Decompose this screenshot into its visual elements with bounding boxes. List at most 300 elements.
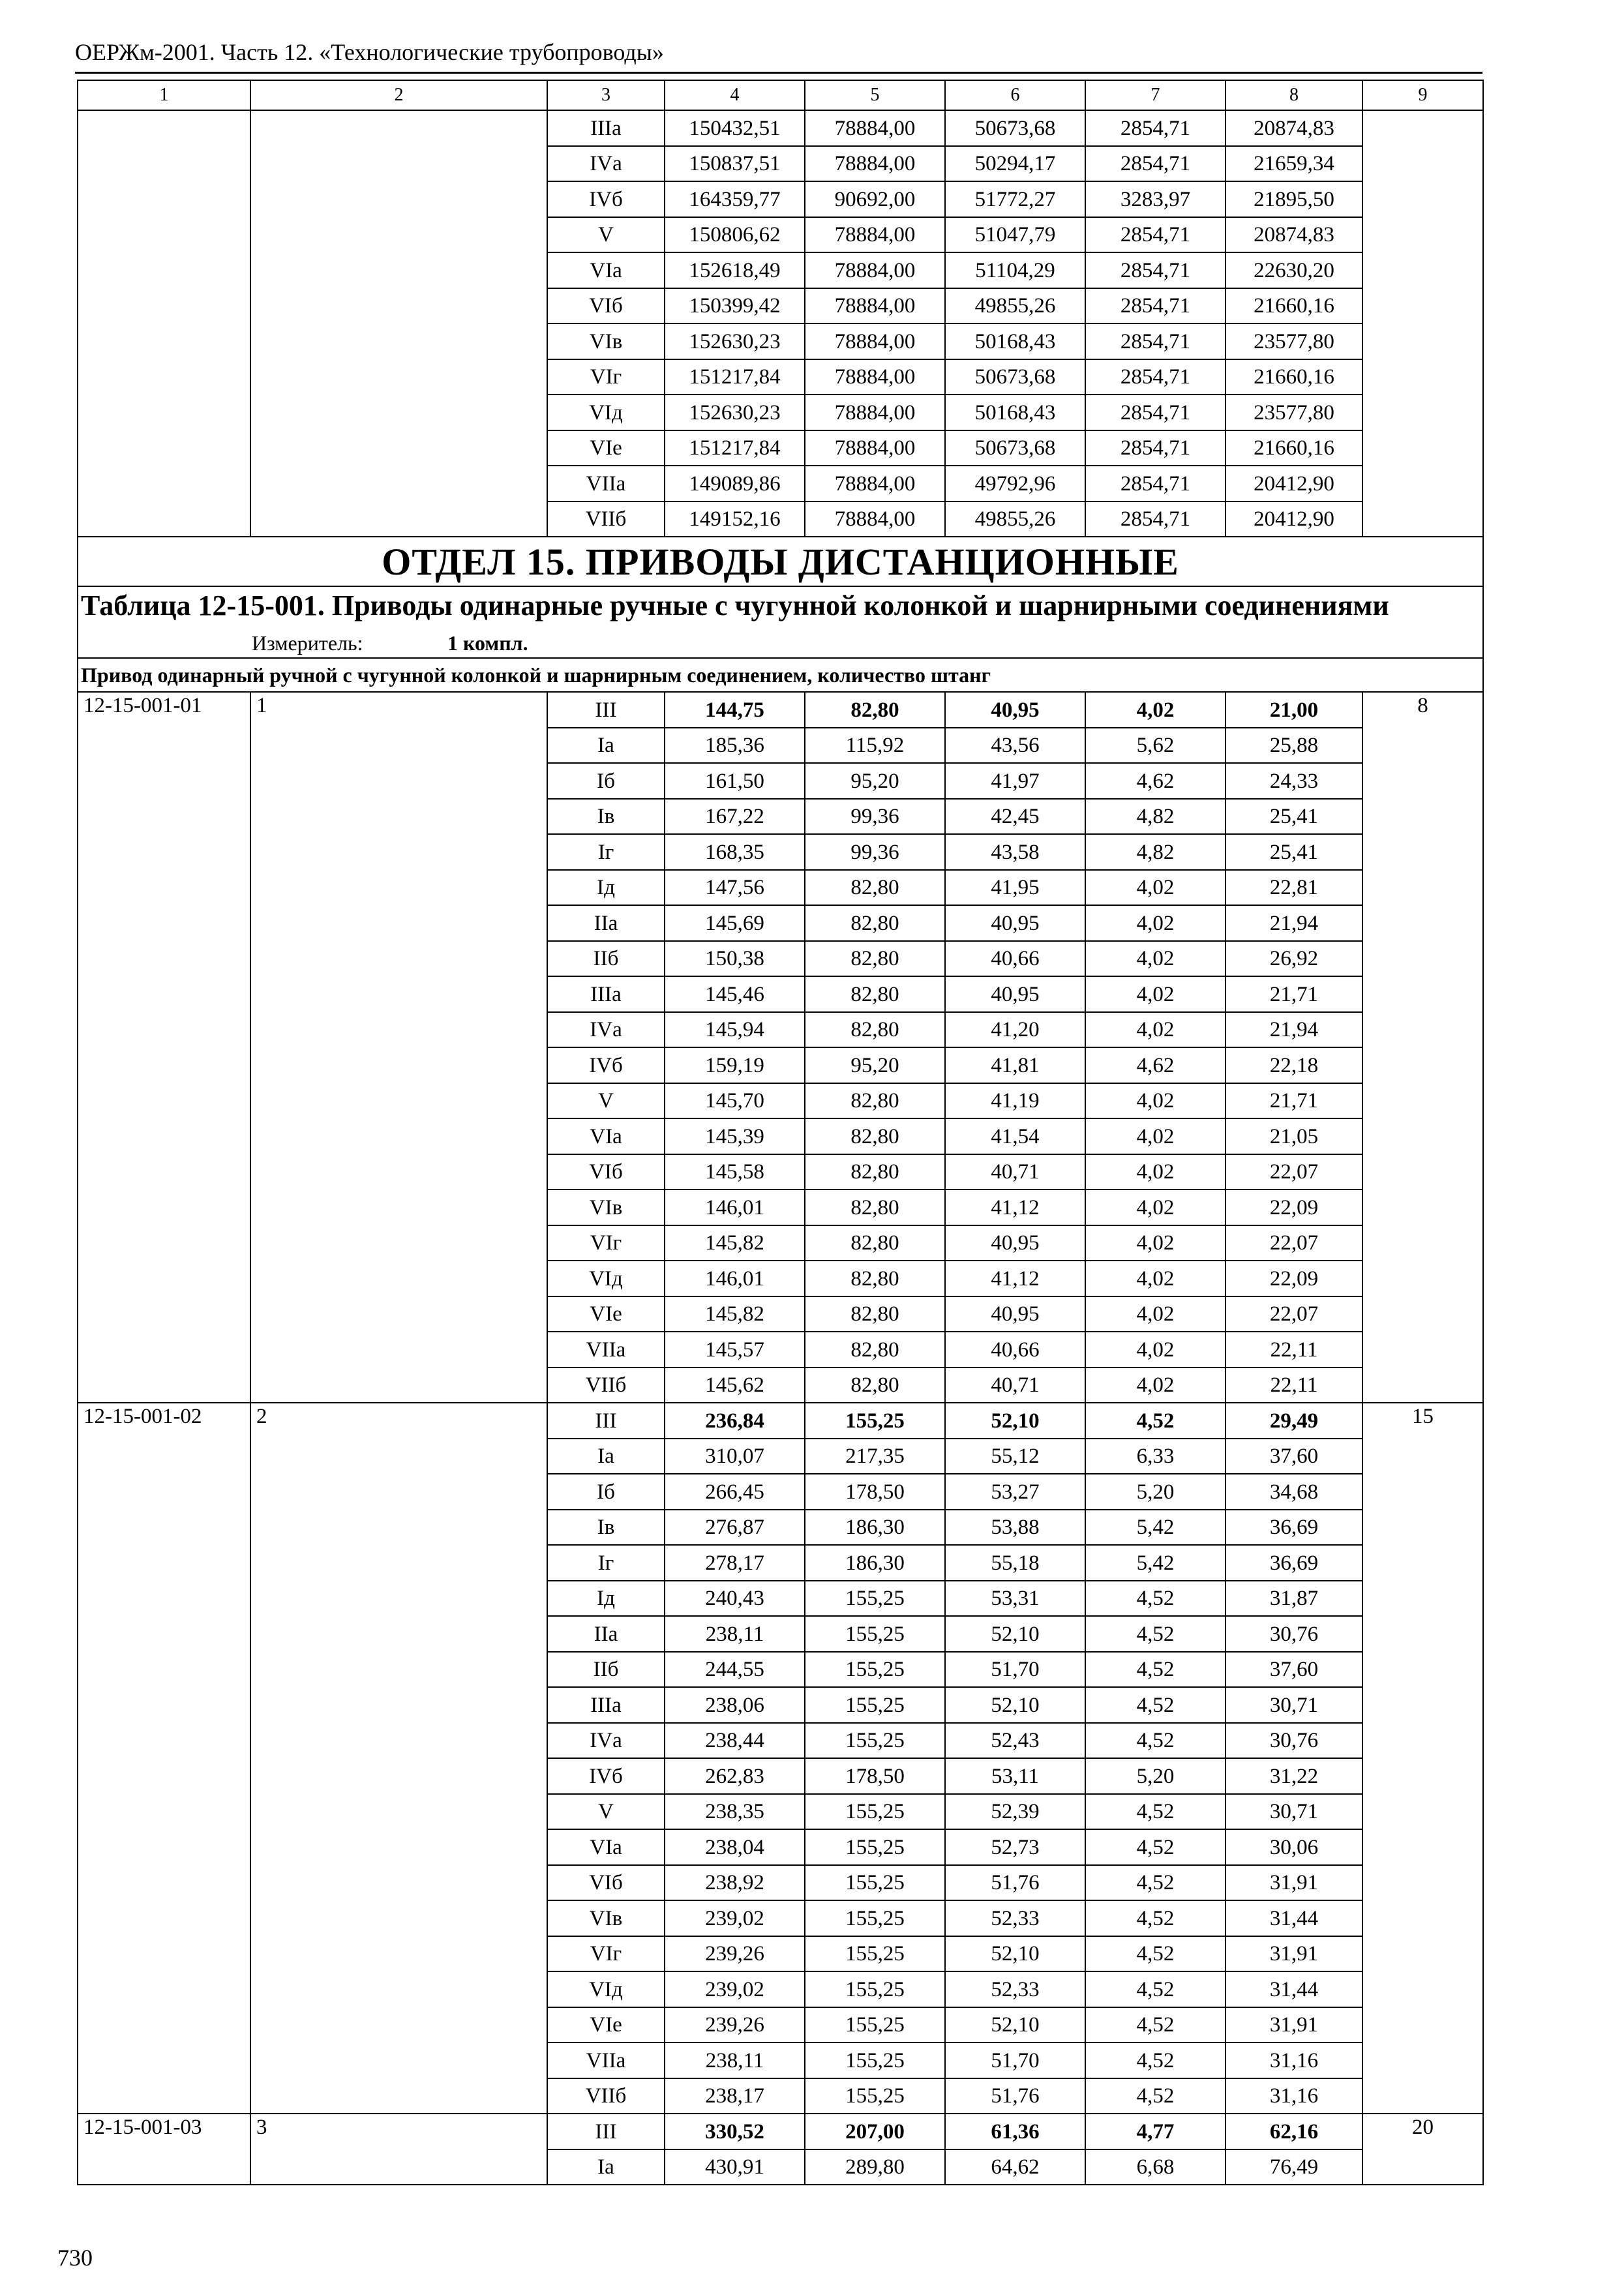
zone-cell: IVб — [547, 1047, 665, 1083]
value-cell: 82,80 — [805, 692, 945, 728]
value-cell: 31,16 — [1226, 2078, 1362, 2114]
value-cell: 4,02 — [1085, 1118, 1226, 1154]
zone-cell: IIа — [547, 1616, 665, 1652]
value-cell: 22,09 — [1226, 1189, 1362, 1225]
value-cell: 4,52 — [1085, 1581, 1226, 1617]
measure-value: 1 компл. — [447, 631, 528, 655]
zone-cell: VIб — [547, 288, 665, 324]
section-row — [78, 537, 1483, 586]
value-cell: 52,33 — [945, 1971, 1085, 2007]
value-cell: 238,06 — [665, 1687, 805, 1723]
value-cell: 20412,90 — [1226, 501, 1362, 537]
value-cell: 4,02 — [1085, 905, 1226, 941]
zone-cell: IVа — [547, 146, 665, 182]
column-number: 3 — [547, 80, 665, 110]
subheader: Привод одинарный ручной с чугунной колонкой и шарнирным соединением, количество штанг — [78, 658, 1483, 692]
value-cell: 4,52 — [1085, 1403, 1226, 1439]
value-cell: 155,25 — [805, 1616, 945, 1652]
zone-cell: IIIа — [547, 976, 665, 1012]
value-cell: 159,19 — [665, 1047, 805, 1083]
value-cell: 145,39 — [665, 1118, 805, 1154]
value-cell: 40,95 — [945, 1296, 1085, 1332]
zone-cell: VIа — [547, 252, 665, 288]
value-cell: 150432,51 — [665, 110, 805, 146]
value-cell: 82,80 — [805, 976, 945, 1012]
value-cell: 26,92 — [1226, 941, 1362, 977]
value-cell: 4,02 — [1085, 692, 1226, 728]
value-cell: 62,16 — [1226, 2114, 1362, 2149]
value-cell: 20412,90 — [1226, 466, 1362, 501]
value-cell: 207,00 — [805, 2114, 945, 2149]
value-cell: 238,11 — [665, 2042, 805, 2078]
zone-cell: IIб — [547, 1652, 665, 1688]
value-cell: 146,01 — [665, 1261, 805, 1296]
value-cell: 41,20 — [945, 1012, 1085, 1048]
value-cell: 155,25 — [805, 2042, 945, 2078]
value-cell: 430,91 — [665, 2149, 805, 2185]
value-cell: 152618,49 — [665, 252, 805, 288]
measure-label: Измеритель: — [252, 631, 363, 655]
value-cell: 21,05 — [1226, 1118, 1362, 1154]
value-cell: 155,25 — [805, 1865, 945, 1901]
value-cell: 152630,23 — [665, 395, 805, 430]
value-cell: 239,02 — [665, 1971, 805, 2007]
value-cell: 82,80 — [805, 1012, 945, 1048]
value-cell: 78884,00 — [805, 217, 945, 253]
table-title-cell — [78, 586, 1483, 658]
value-cell: 5,20 — [1085, 1758, 1226, 1794]
page-number: 730 — [57, 2245, 93, 2271]
value-cell: 52,43 — [945, 1723, 1085, 1759]
value-cell: 55,18 — [945, 1545, 1085, 1581]
value-cell: 31,22 — [1226, 1758, 1362, 1794]
value-cell: 23577,80 — [1226, 395, 1362, 430]
zone-cell: VIв — [547, 1189, 665, 1225]
value-cell: 25,41 — [1226, 834, 1362, 870]
value-cell: 145,62 — [665, 1368, 805, 1403]
value-cell: 55,12 — [945, 1439, 1085, 1474]
value-cell: 186,30 — [805, 1545, 945, 1581]
value-cell: 4,77 — [1085, 2114, 1226, 2149]
value-cell: 4,52 — [1085, 2042, 1226, 2078]
value-cell: 52,10 — [945, 2007, 1085, 2043]
column-number: 7 — [1085, 80, 1226, 110]
value-cell: 22,81 — [1226, 870, 1362, 906]
value-cell: 31,91 — [1226, 1936, 1362, 1972]
value-cell: 90692,00 — [805, 181, 945, 217]
zone-cell: Iг — [547, 834, 665, 870]
value-cell: 4,02 — [1085, 1332, 1226, 1368]
value-cell: 78884,00 — [805, 501, 945, 537]
zone-cell: VIа — [547, 1829, 665, 1865]
value-cell: 168,35 — [665, 834, 805, 870]
value-cell: 49855,26 — [945, 288, 1085, 324]
value-cell: 217,35 — [805, 1439, 945, 1474]
value-cell: 22,18 — [1226, 1047, 1362, 1083]
zone-cell: Iа — [547, 2149, 665, 2185]
zone-cell: IIIа — [547, 1687, 665, 1723]
zone-cell: VIв — [547, 323, 665, 359]
value-cell: 4,52 — [1085, 2007, 1226, 2043]
value-cell: 82,80 — [805, 1189, 945, 1225]
value-cell: 2854,71 — [1085, 501, 1226, 537]
value-cell: 150806,62 — [665, 217, 805, 253]
value-cell: 244,55 — [665, 1652, 805, 1688]
value-cell: 145,82 — [665, 1225, 805, 1261]
value-cell: 4,02 — [1085, 1083, 1226, 1119]
zone-cell: VIIб — [547, 501, 665, 537]
value-cell: 238,04 — [665, 1829, 805, 1865]
value-cell: 52,73 — [945, 1829, 1085, 1865]
value-cell: 78884,00 — [805, 146, 945, 182]
value-cell: 20874,83 — [1226, 110, 1362, 146]
value-cell: 82,80 — [805, 1296, 945, 1332]
zone-cell: Iг — [547, 1545, 665, 1581]
value-cell: 21,94 — [1226, 905, 1362, 941]
value-cell: 52,10 — [945, 1403, 1085, 1439]
value-cell: 31,91 — [1226, 2007, 1362, 2043]
value-cell: 52,10 — [945, 1936, 1085, 1972]
value-cell: 155,25 — [805, 1723, 945, 1759]
value-cell: 22,07 — [1226, 1225, 1362, 1261]
value-cell: 238,17 — [665, 2078, 805, 2114]
zone-cell: IVа — [547, 1012, 665, 1048]
value-cell: 2854,71 — [1085, 466, 1226, 501]
value-cell: 30,71 — [1226, 1687, 1362, 1723]
zone-cell: V — [547, 1794, 665, 1830]
value-cell: 78884,00 — [805, 359, 945, 395]
value-cell: 155,25 — [805, 1652, 945, 1688]
value-cell: 82,80 — [805, 1118, 945, 1154]
value-cell: 50168,43 — [945, 395, 1085, 430]
value-cell: 51,70 — [945, 2042, 1085, 2078]
value-cell: 50673,68 — [945, 430, 1085, 466]
zone-cell: VIд — [547, 1261, 665, 1296]
value-cell: 31,87 — [1226, 1581, 1362, 1617]
value-cell: 4,62 — [1085, 763, 1226, 799]
value-cell: 5,62 — [1085, 728, 1226, 764]
value-cell: 53,27 — [945, 1474, 1085, 1510]
zone-cell: VIе — [547, 2007, 665, 2043]
value-cell: 41,97 — [945, 763, 1085, 799]
value-cell: 51,70 — [945, 1652, 1085, 1688]
value-cell: 262,83 — [665, 1758, 805, 1794]
value-cell: 41,12 — [945, 1189, 1085, 1225]
rod-count: 2 — [250, 1403, 547, 2114]
value-cell: 4,52 — [1085, 1723, 1226, 1759]
value-cell: 310,07 — [665, 1439, 805, 1474]
column-number: 9 — [1362, 80, 1483, 110]
value-cell: 24,33 — [1226, 763, 1362, 799]
value-cell: 31,91 — [1226, 1865, 1362, 1901]
value-cell: 240,43 — [665, 1581, 805, 1617]
value-cell: 53,31 — [945, 1581, 1085, 1617]
value-cell: 266,45 — [665, 1474, 805, 1510]
value-cell: 150,38 — [665, 941, 805, 977]
value-cell: 155,25 — [805, 1971, 945, 2007]
value-cell: 178,50 — [805, 1758, 945, 1794]
value-cell: 40,66 — [945, 1332, 1085, 1368]
value-cell: 82,80 — [805, 1225, 945, 1261]
value-cell: 30,76 — [1226, 1616, 1362, 1652]
value-cell: 145,70 — [665, 1083, 805, 1119]
value-cell: 2854,71 — [1085, 395, 1226, 430]
value-cell: 34,68 — [1226, 1474, 1362, 1510]
zone-cell: IVб — [547, 1758, 665, 1794]
column-number: 6 — [945, 80, 1085, 110]
value-cell: 82,80 — [805, 905, 945, 941]
value-cell: 52,33 — [945, 1900, 1085, 1936]
value-cell: 99,36 — [805, 834, 945, 870]
value-cell: 20874,83 — [1226, 217, 1362, 253]
value-cell: 21659,34 — [1226, 146, 1362, 182]
value-cell: 22,11 — [1226, 1368, 1362, 1403]
value-cell: 5,42 — [1085, 1545, 1226, 1581]
zone-cell: VIа — [547, 1118, 665, 1154]
value-cell: 31,16 — [1226, 2042, 1362, 2078]
value-cell: 40,95 — [945, 692, 1085, 728]
value-cell: 4,02 — [1085, 1225, 1226, 1261]
value-cell: 2854,71 — [1085, 217, 1226, 253]
rates-table — [77, 80, 1484, 2185]
value-cell: 31,44 — [1226, 1900, 1362, 1936]
value-cell: 239,02 — [665, 1900, 805, 1936]
value-cell: 238,11 — [665, 1616, 805, 1652]
value-cell: 78884,00 — [805, 323, 945, 359]
value-cell: 238,44 — [665, 1723, 805, 1759]
zone-cell: VIв — [547, 1900, 665, 1936]
value-cell: 95,20 — [805, 763, 945, 799]
value-cell: 61,36 — [945, 2114, 1085, 2149]
value-cell: 41,54 — [945, 1118, 1085, 1154]
value-cell: 78884,00 — [805, 430, 945, 466]
value-cell: 236,84 — [665, 1403, 805, 1439]
value-cell: 145,46 — [665, 976, 805, 1012]
col9-value: 8 — [1362, 692, 1483, 1403]
value-cell: 78884,00 — [805, 252, 945, 288]
value-cell: 52,10 — [945, 1687, 1085, 1723]
value-cell: 50168,43 — [945, 323, 1085, 359]
value-cell: 53,11 — [945, 1758, 1085, 1794]
value-cell: 2854,71 — [1085, 430, 1226, 466]
value-cell: 4,52 — [1085, 1900, 1226, 1936]
value-cell: 4,52 — [1085, 1652, 1226, 1688]
value-cell: 4,52 — [1085, 1936, 1226, 1972]
table-row — [78, 692, 1483, 728]
value-cell: 50294,17 — [945, 146, 1085, 182]
value-cell: 330,52 — [665, 2114, 805, 2149]
value-cell: 145,69 — [665, 905, 805, 941]
value-cell: 49792,96 — [945, 466, 1085, 501]
value-cell: 155,25 — [805, 1829, 945, 1865]
value-cell: 149152,16 — [665, 501, 805, 537]
value-cell: 149089,86 — [665, 466, 805, 501]
value-cell: 6,68 — [1085, 2149, 1226, 2185]
value-cell: 276,87 — [665, 1510, 805, 1546]
value-cell: 22,07 — [1226, 1296, 1362, 1332]
table-row — [78, 110, 1483, 146]
zone-cell: V — [547, 217, 665, 253]
zone-cell: VIг — [547, 1936, 665, 1972]
value-cell: 21660,16 — [1226, 288, 1362, 324]
col9-value: 20 — [1362, 2114, 1483, 2185]
rate-code: 12-15-001-01 — [78, 692, 250, 1403]
zone-cell: III — [547, 1403, 665, 1439]
value-cell: 82,80 — [805, 870, 945, 906]
value-cell: 36,69 — [1226, 1510, 1362, 1546]
value-cell: 155,25 — [805, 1581, 945, 1617]
value-cell: 4,52 — [1085, 1865, 1226, 1901]
value-cell: 4,52 — [1085, 1616, 1226, 1652]
column-number: 8 — [1226, 80, 1362, 110]
subheader-row — [78, 658, 1483, 692]
value-cell: 51104,29 — [945, 252, 1085, 288]
value-cell: 4,52 — [1085, 1687, 1226, 1723]
zone-cell: IIа — [547, 905, 665, 941]
zone-cell: VIб — [547, 1154, 665, 1190]
zone-cell: Iб — [547, 763, 665, 799]
zone-cell: VIг — [547, 359, 665, 395]
zone-cell: VIIа — [547, 466, 665, 501]
value-cell: 22,11 — [1226, 1332, 1362, 1368]
value-cell: 167,22 — [665, 799, 805, 835]
value-cell: 29,49 — [1226, 1403, 1362, 1439]
value-cell: 82,80 — [805, 941, 945, 977]
value-cell: 22630,20 — [1226, 252, 1362, 288]
value-cell: 278,17 — [665, 1545, 805, 1581]
zone-cell: IVа — [547, 1723, 665, 1759]
column-numbers-row — [78, 80, 1483, 110]
value-cell: 145,57 — [665, 1332, 805, 1368]
value-cell: 64,62 — [945, 2149, 1085, 2185]
value-cell: 51772,27 — [945, 181, 1085, 217]
zone-cell: VIIа — [547, 1332, 665, 1368]
value-cell: 4,52 — [1085, 1829, 1226, 1865]
value-cell: 115,92 — [805, 728, 945, 764]
zone-cell: Iа — [547, 728, 665, 764]
value-cell: 6,33 — [1085, 1439, 1226, 1474]
value-cell: 30,71 — [1226, 1794, 1362, 1830]
value-cell: 155,25 — [805, 1900, 945, 1936]
rod-count: 3 — [250, 2114, 547, 2185]
value-cell: 41,95 — [945, 870, 1085, 906]
value-cell: 21660,16 — [1226, 359, 1362, 395]
value-cell: 155,25 — [805, 2078, 945, 2114]
value-cell: 43,58 — [945, 834, 1085, 870]
value-cell: 49855,26 — [945, 501, 1085, 537]
value-cell: 41,19 — [945, 1083, 1085, 1119]
value-cell: 82,80 — [805, 1083, 945, 1119]
value-cell: 21,94 — [1226, 1012, 1362, 1048]
column-number: 2 — [250, 80, 547, 110]
value-cell: 51047,79 — [945, 217, 1085, 253]
value-cell: 4,82 — [1085, 834, 1226, 870]
value-cell: 40,71 — [945, 1154, 1085, 1190]
col9-cell — [1362, 110, 1483, 537]
value-cell: 37,60 — [1226, 1652, 1362, 1688]
table-row — [78, 2114, 1483, 2149]
value-cell: 144,75 — [665, 692, 805, 728]
value-cell: 40,95 — [945, 905, 1085, 941]
zone-cell: V — [547, 1083, 665, 1119]
value-cell: 22,09 — [1226, 1261, 1362, 1296]
value-cell: 4,82 — [1085, 799, 1226, 835]
zone-cell: Iв — [547, 1510, 665, 1546]
value-cell: 78884,00 — [805, 288, 945, 324]
zone-cell: VIд — [547, 395, 665, 430]
value-cell: 239,26 — [665, 1936, 805, 1972]
table-title-row — [78, 586, 1483, 658]
value-cell: 21,71 — [1226, 976, 1362, 1012]
value-cell: 147,56 — [665, 870, 805, 906]
value-cell: 4,02 — [1085, 1261, 1226, 1296]
value-cell: 164359,77 — [665, 181, 805, 217]
zone-cell: IIIа — [547, 110, 665, 146]
value-cell: 155,25 — [805, 1936, 945, 1972]
value-cell: 4,02 — [1085, 1154, 1226, 1190]
value-cell: 51,76 — [945, 1865, 1085, 1901]
section-title: ОТДЕЛ 15. ПРИВОДЫ ДИСТАНЦИОННЫЕ — [78, 537, 1483, 586]
value-cell: 5,20 — [1085, 1474, 1226, 1510]
zone-cell: Iд — [547, 870, 665, 906]
value-cell: 21895,50 — [1226, 181, 1362, 217]
value-cell: 4,02 — [1085, 976, 1226, 1012]
zone-cell: Iв — [547, 799, 665, 835]
zone-cell: VIIб — [547, 1368, 665, 1403]
value-cell: 43,56 — [945, 728, 1085, 764]
value-cell: 4,02 — [1085, 1296, 1226, 1332]
value-cell: 145,58 — [665, 1154, 805, 1190]
zone-cell: Iб — [547, 1474, 665, 1510]
zone-cell: VIг — [547, 1225, 665, 1261]
value-cell: 186,30 — [805, 1510, 945, 1546]
value-cell: 40,66 — [945, 941, 1085, 977]
value-cell: 78884,00 — [805, 110, 945, 146]
column-number: 1 — [78, 80, 250, 110]
value-cell: 2854,71 — [1085, 359, 1226, 395]
value-cell: 161,50 — [665, 763, 805, 799]
value-cell: 2854,71 — [1085, 110, 1226, 146]
value-cell: 99,36 — [805, 799, 945, 835]
value-cell: 82,80 — [805, 1368, 945, 1403]
value-cell: 50673,68 — [945, 110, 1085, 146]
zone-cell: VIб — [547, 1865, 665, 1901]
value-cell: 155,25 — [805, 1687, 945, 1723]
value-cell: 52,10 — [945, 1616, 1085, 1652]
value-cell: 4,52 — [1085, 1971, 1226, 2007]
value-cell: 178,50 — [805, 1474, 945, 1510]
page-header: ОЕРЖм-2001. Часть 12. «Технологические трубопроводы» — [75, 39, 664, 65]
rate-code: 12-15-001-03 — [78, 2114, 250, 2185]
code-cell — [78, 110, 250, 537]
value-cell: 2854,71 — [1085, 146, 1226, 182]
value-cell: 40,71 — [945, 1368, 1085, 1403]
value-cell: 51,76 — [945, 2078, 1085, 2114]
measure-unit — [81, 629, 1480, 657]
zone-cell: VIIа — [547, 2042, 665, 2078]
value-cell: 152630,23 — [665, 323, 805, 359]
value-cell: 238,35 — [665, 1794, 805, 1830]
value-cell: 36,69 — [1226, 1545, 1362, 1581]
value-cell: 2854,71 — [1085, 252, 1226, 288]
zone-cell: Iа — [547, 1439, 665, 1474]
value-cell: 76,49 — [1226, 2149, 1362, 2185]
table-row — [78, 1403, 1483, 1439]
value-cell: 50673,68 — [945, 359, 1085, 395]
value-cell: 41,81 — [945, 1047, 1085, 1083]
value-cell: 151217,84 — [665, 359, 805, 395]
zone-cell: IIб — [547, 941, 665, 977]
